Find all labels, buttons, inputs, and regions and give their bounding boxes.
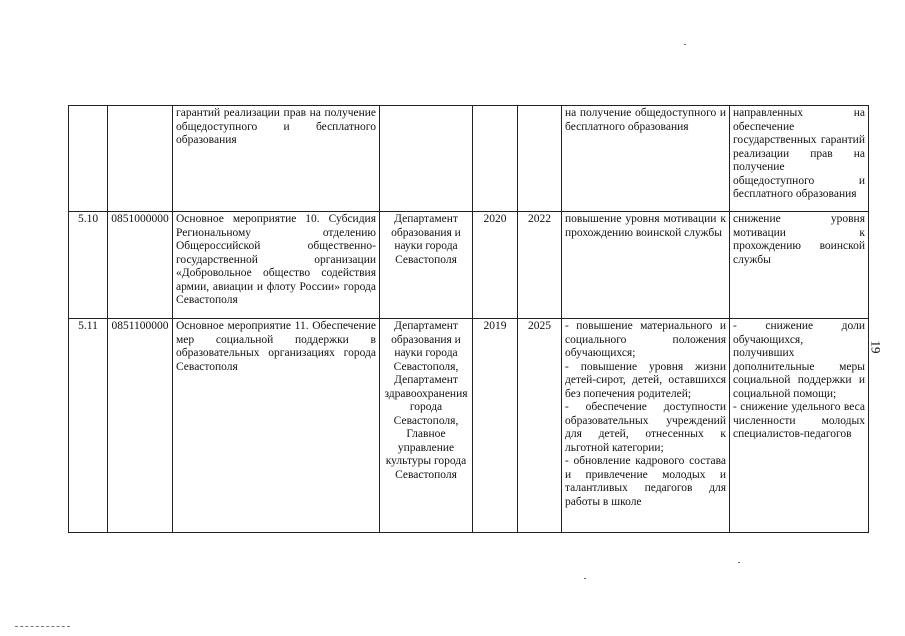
table-row-5-10: [69, 212, 869, 319]
result-item: - повышение материального и социального положения обучающихся;: [565, 320, 726, 359]
consequence-item: - снижение удельного веса численности молодых специалистов-педагогов: [733, 401, 865, 440]
expected-result: на получение общедоступного и бесплатного образования: [562, 106, 730, 212]
start-year: 2019: [473, 319, 518, 533]
measure-name: гарантий реализации прав на получение общедоступного и бесплатного образования: [173, 106, 380, 212]
result-item: - повышение уровня жизни детей-сирот, детей, оставшихся без попечения родителей;: [565, 360, 726, 400]
executor: Департамент образования и науки города Севастополя: [380, 212, 473, 319]
row-code: 0851100000: [108, 319, 173, 533]
non-implementation-consequence: [730, 319, 869, 533]
non-implementation-consequence: снижение уровня мотивации к прохождению воинской службы: [730, 212, 869, 319]
page-number: 19: [868, 340, 884, 354]
measure-name: Основное мероприятие 10. Субсидия Региональному отделению Общероссийской общественно-государственной организации «Добровольное общество содействия армии, авиации и флоту России» города Севастополя: [173, 212, 380, 319]
table-row-continuation: [69, 106, 869, 212]
scan-edge-mark: [15, 626, 70, 628]
row-code: [108, 106, 173, 212]
executor: Департамент образования и науки города Севастополя, Департамент здравоохранения города Севастополя, Главное управление культуры города Севастополя: [380, 319, 473, 533]
row-number: [69, 106, 108, 212]
result-item: - обновление кадрового состава и привлечение молодых и талантливых педагогов для работы в школе: [565, 455, 726, 508]
end-year: 2022: [518, 212, 562, 319]
expected-result: повышение уровня мотивации к прохождению воинской службы: [562, 212, 730, 319]
executor: [380, 106, 473, 212]
scan-speck: [738, 562, 740, 563]
row-number: 5.10: [69, 212, 108, 319]
start-year: [473, 106, 518, 212]
row-number: 5.11: [69, 319, 108, 533]
row-code: 0851000000: [108, 212, 173, 319]
consequence-item: - снижение доли обучающихся, получивших дополнительные меры социальной поддержки и социальной помощи;: [733, 320, 865, 400]
measure-name: Основное мероприятие 11. Обеспечение мер социальной поддержки в образовательных организациях города Севастополя: [173, 319, 380, 533]
result-item: - обеспечение доступности образовательных учреждений для детей, отнесенных к льготной категории;: [565, 401, 726, 454]
scan-speck: [684, 44, 686, 45]
scan-speck: [584, 578, 586, 579]
table-row-5-11: [69, 319, 869, 533]
non-implementation-consequence: направленных на обеспечение государственных гарантий реализации прав на получение общедоступного и бесплатного образования: [730, 106, 869, 212]
program-table: [68, 105, 869, 533]
end-year: [518, 106, 562, 212]
end-year: 2025: [518, 319, 562, 533]
start-year: 2020: [473, 212, 518, 319]
expected-result: [562, 319, 730, 533]
